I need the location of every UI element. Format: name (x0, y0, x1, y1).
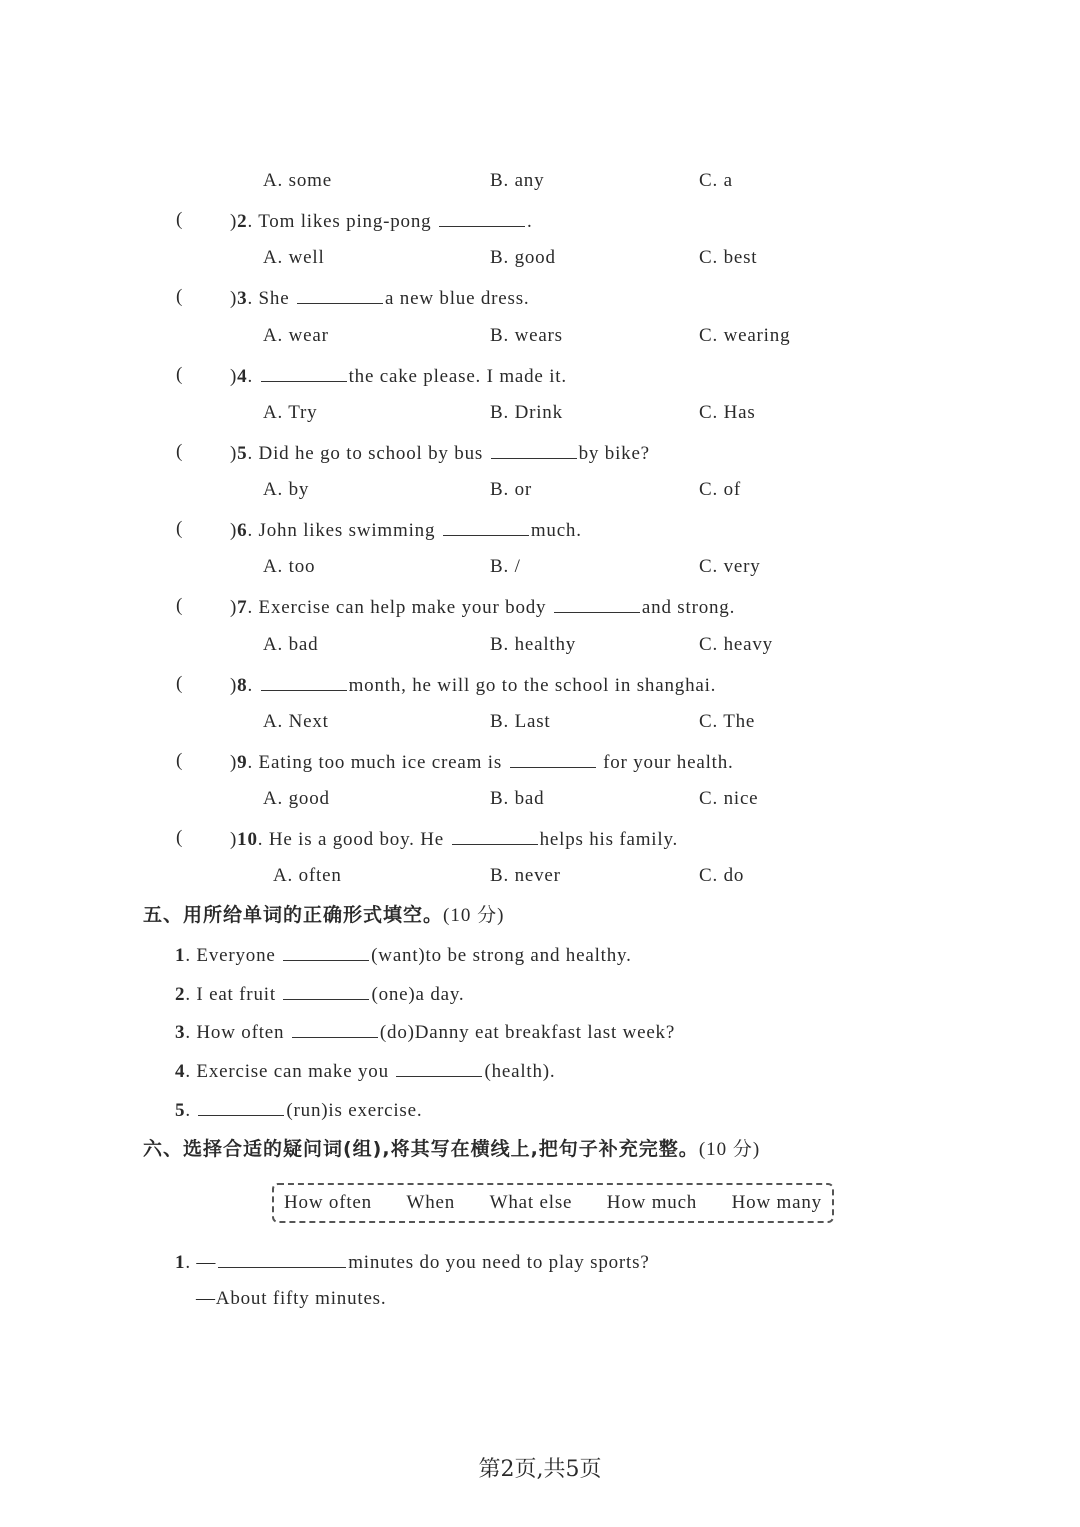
question-number: 7 (237, 597, 248, 618)
s5-item-5 (175, 1097, 422, 1123)
question-text-tail: much. (530, 520, 582, 541)
item-text-tail: (health). (484, 1061, 556, 1082)
question-text: . (247, 675, 259, 696)
question-6: )6. John likes swimming much. (230, 517, 582, 543)
question-9: )9. Eating too much ice cream is for your health. (230, 749, 734, 775)
q5-option-c: C. of (699, 479, 741, 500)
question-7: )7. Exercise can help make your body and strong. (230, 594, 735, 620)
answer-blank[interactable] (198, 1097, 284, 1116)
item-text: . (185, 1100, 197, 1121)
section-5-points: (10 分) (443, 905, 505, 926)
s6-item-1-answer: —About fifty minutes. (196, 1288, 387, 1309)
answer-paren-open: ( (176, 441, 183, 462)
q2-option-b: B. good (490, 247, 556, 268)
question-number: 9 (237, 752, 248, 773)
question-4: )4. the cake please. I made it. (230, 363, 567, 389)
question-number: 2 (237, 211, 248, 232)
word-bank-item: What else (489, 1192, 573, 1213)
q7-option-c: C. heavy (699, 634, 773, 655)
section-6-heading (143, 1136, 760, 1163)
q2-option-a: A. well (263, 247, 325, 268)
question-3: )3. She a new blue dress. (230, 285, 529, 311)
answer-blank[interactable] (297, 285, 383, 304)
answer-blank[interactable] (396, 1058, 482, 1077)
question-text: . Eating too much ice cream is (247, 752, 508, 773)
question-number: 5 (237, 443, 248, 464)
word-bank-item: When (406, 1192, 456, 1213)
question-8: )8. month, he will go to the school in shanghai. (230, 672, 716, 698)
answer-paren-open: ( (176, 595, 183, 616)
s5-item-1 (175, 942, 632, 968)
word-bank-item: How often (284, 1192, 372, 1213)
question-text: . Did he go to school by bus (247, 443, 489, 464)
question-number: 3 (237, 288, 248, 309)
question-number: 6 (237, 520, 248, 541)
item-number: 1 (175, 945, 186, 966)
q7-option-b: B. healthy (490, 634, 577, 655)
question-text: . Exercise can help make your body (247, 597, 552, 618)
s5-item-4 (175, 1058, 555, 1084)
item-text-tail: (run)is exercise. (286, 1100, 423, 1121)
q4-option-a: A. Try (263, 402, 318, 423)
q3-option-b: B. wears (490, 325, 563, 346)
question-number: 10 (237, 829, 258, 850)
q6-option-c: C. very (699, 556, 761, 577)
item-text: . — (185, 1252, 217, 1273)
item-text-tail: (one)a day. (371, 984, 465, 1005)
q1-option-b: B. any (490, 170, 545, 191)
answer-paren-open: ( (176, 750, 183, 771)
answer-blank[interactable] (554, 594, 640, 613)
q3-option-c: C. wearing (699, 325, 791, 346)
word-bank-item: How many (731, 1192, 822, 1213)
q9-option-c: C. nice (699, 788, 759, 809)
section-5-title: 五、用所给单词的正确形式填空。 (143, 904, 444, 926)
question-text-tail: month, he will go to the school in shanghai. (348, 675, 717, 696)
q8-option-c: C. The (699, 711, 756, 732)
answer-blank[interactable] (261, 672, 347, 691)
q1-option-a: A. some (263, 170, 332, 191)
q10-option-b: B. never (490, 865, 561, 886)
question-text-tail: . (527, 211, 533, 232)
question-number: 8 (237, 675, 248, 696)
answer-blank[interactable] (292, 1019, 378, 1038)
section-6-points: (10 分) (698, 1139, 761, 1160)
q6-option-a: A. too (263, 556, 316, 577)
item-number: 5 (175, 1100, 186, 1121)
item-text-tail: (do)Danny eat breakfast last week? (379, 1022, 676, 1043)
question-text-tail: for your health. (597, 752, 734, 773)
s5-item-2 (175, 981, 464, 1007)
section-6-title: 六、选择合适的疑问词(组),将其写在横线上,把句子补充完整。 (143, 1138, 699, 1160)
answer-blank[interactable] (452, 826, 538, 845)
word-bank-item: How much (606, 1192, 698, 1213)
answer-paren-open: ( (176, 364, 183, 385)
q4-option-b: B. Drink (490, 402, 563, 423)
question-5: )5. Did he go to school by bus by bike? (230, 440, 650, 466)
question-text: . She (247, 288, 296, 309)
item-text: . Exercise can make you (185, 1061, 395, 1082)
answer-blank[interactable] (443, 517, 529, 536)
question-text: . John likes swimming (247, 520, 441, 541)
answer-paren-open: ( (176, 209, 183, 230)
page-number: 第2页,共5页 (478, 1457, 602, 1482)
item-number: 4 (175, 1061, 186, 1082)
answer-paren-open: ( (176, 518, 183, 539)
s6-item-1 (175, 1249, 650, 1275)
s5-item-3 (175, 1019, 675, 1045)
word-bank (272, 1183, 834, 1223)
q4-option-c: C. Has (699, 402, 756, 423)
question-text-tail: a new blue dress. (385, 288, 530, 309)
question-text-tail: by bike? (578, 443, 650, 464)
q6-option-b: B. / (490, 556, 521, 577)
item-number: 3 (175, 1022, 186, 1043)
answer-paren-open: ( (176, 827, 183, 848)
q1-option-c: C. a (699, 170, 733, 191)
q10-option-c: C. do (699, 865, 745, 886)
answer-paren-open: ( (176, 286, 183, 307)
q2-option-c: C. best (699, 247, 758, 268)
question-text: . He is a good boy. He (257, 829, 450, 850)
q9-option-b: B. bad (490, 788, 545, 809)
q9-option-a: A. good (263, 788, 330, 809)
section-5-heading (143, 902, 504, 929)
answer-blank[interactable] (439, 208, 525, 227)
answer-paren-open: ( (176, 673, 183, 694)
item-number: 2 (175, 984, 186, 1005)
question-text: . Tom likes ping-pong (247, 211, 438, 232)
q5-option-a: A. by (263, 479, 310, 500)
question-2: )2. Tom likes ping-pong . (230, 208, 533, 234)
item-text: . Everyone (185, 945, 282, 966)
q3-option-a: A. wear (263, 325, 329, 346)
item-text-tail: minutes do you need to play sports? (348, 1252, 650, 1273)
question-text-tail: the cake please. I made it. (348, 366, 567, 387)
question-text-tail: and strong. (641, 597, 736, 618)
q7-option-a: A. bad (263, 634, 319, 655)
answer-blank[interactable] (283, 942, 369, 961)
q8-option-a: A. Next (263, 711, 329, 732)
item-number: 1 (175, 1252, 186, 1273)
question-number: 4 (237, 366, 248, 387)
question-text-tail: helps his family. (539, 829, 679, 850)
answer-blank[interactable] (491, 440, 577, 459)
q10-option-a: A. often (273, 865, 342, 886)
question-text: . (247, 366, 259, 387)
q5-option-b: B. or (490, 479, 532, 500)
item-text-tail: (want)to be strong and healthy. (371, 945, 632, 966)
answer-blank[interactable] (283, 981, 369, 1000)
item-text: . How often (185, 1022, 290, 1043)
question-10: )10. He is a good boy. He helps his family. (230, 826, 678, 852)
answer-blank[interactable] (510, 749, 596, 768)
answer-blank[interactable] (218, 1249, 346, 1268)
q8-option-b: B. Last (490, 711, 551, 732)
answer-blank[interactable] (261, 363, 347, 382)
item-text: . I eat fruit (185, 984, 282, 1005)
